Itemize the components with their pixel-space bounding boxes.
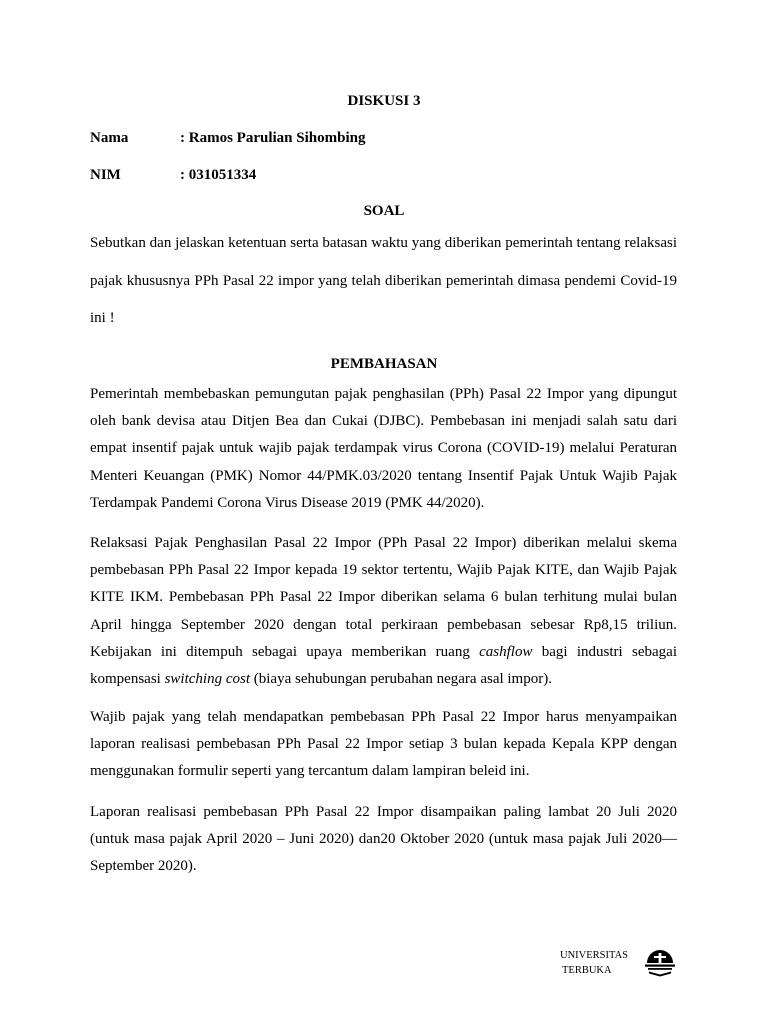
paragraph-2-part-a: Relaksasi Pajak Penghasilan Pasal 22 Impor (PPh Pasal 22 Impor) diberikan melalui skema pembebasan PPh Pasal 22 Impor kepada 19 sektor tertentu, Wajib Pajak KITE, dan Wajib Pajak KITE IKM. Pembebasan PPh Pasal 22 Impor diberikan selama 6 bulan terhitung mulai bulan April hingga September 2020 dengan total perkiraan pembebasan sebesar Rp8,15 triliun. Kebijakan ini ditempuh sebagai upaya memberikan ruang (90, 535, 677, 660)
pembahasan-heading: PEMBAHASAN (330, 356, 438, 372)
nim-label: NIM (90, 167, 121, 183)
document-title: DISKUSI 3 (347, 93, 421, 109)
footer-logo (558, 945, 683, 985)
name-label: Nama (90, 130, 129, 146)
logo-line-2: TERBUKA (562, 965, 612, 976)
paragraph-2-part-c: (biaya sehubungan perubahan negara asal impor). (250, 671, 552, 688)
paragraph-1: Pemerintah membebaskan pemungutan pajak penghasilan (PPh) Pasal 22 Impor yang dipungut oleh bank devisa atau Ditjen Bea dan Cukai (DJBC). Pembebasan ini menjadi salah satu dari empat insentif pajak untuk wajib pajak terdampak virus Corona (COVID-19) melalui Peraturan Menteri Keuangan (PMK) Nomor 44/PMK.03/2020 tentang Insentif Pajak Untuk Wajib Pajak Terdampak Pandemi Corona Virus Disease 2019 (PMK 44/2020). (90, 386, 677, 511)
name-value: : Ramos Parulian Sihombing (180, 130, 366, 146)
soal-text: Sebutkan dan jelaskan ketentuan serta batasan waktu yang diberikan pemerintah tentang relaksasi pajak khususnya PPh Pasal 22 impor yang telah diberikan pemerintah dimasa pendemi Covid-19 ini ! (90, 235, 677, 326)
logo-line-1: UNIVERSITAS (560, 950, 628, 961)
nim-value: : 031051334 (180, 167, 257, 183)
ut-emblem-icon (643, 947, 677, 981)
cashflow-term: cashflow (479, 643, 533, 660)
paragraph-3: Wajib pajak yang telah mendapatkan pembebasan PPh Pasal 22 Impor harus menyampaikan laporan realisasi pembebasan PPh Pasal 22 Impor setiap 3 bulan kepada Kepala KPP dengan menggunakan formulir seperti yang tercantum dalam lampiran beleid ini. (90, 709, 677, 780)
soal-heading: SOAL (363, 203, 405, 219)
paragraph-4: Laporan realisasi pembebasan PPh Pasal 22 Impor disampaikan paling lambat 20 Juli 2020 (untuk masa pajak April 2020 – Juni 2020) dan20 Oktober 2020 (untuk masa pajak Juli 2020—September 2020). (90, 804, 677, 875)
paragraph-2-part-b: bagi industri sebagai kompensasi (90, 643, 677, 688)
switching-cost-term: switching cost (164, 671, 250, 688)
paragraph-2 (90, 530, 677, 693)
